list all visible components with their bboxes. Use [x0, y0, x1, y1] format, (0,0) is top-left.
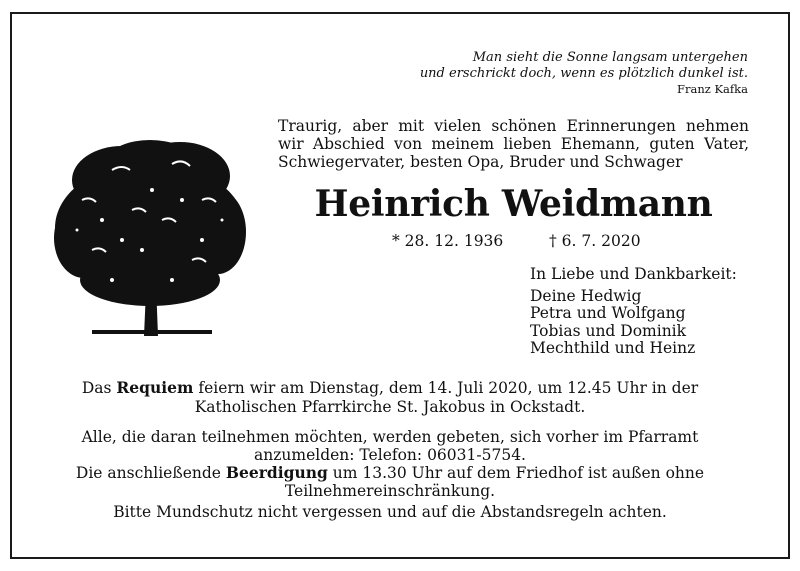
quote-block: [328, 50, 748, 96]
requiem-line: [40, 378, 740, 398]
requiem-details: feiern wir am Dienstag, dem 14. Juli 2020, um 12.45 Uhr in der: [198, 379, 699, 397]
requiem-keyword: Requiem: [116, 378, 194, 397]
mourner-name: Mechthild und Heinz: [530, 339, 696, 357]
death-date: † 6. 7. 2020: [549, 232, 641, 250]
birth-date: * 28. 12. 1936: [392, 232, 504, 250]
mourners-list: [530, 266, 770, 358]
requiem-notice: [40, 378, 740, 417]
notice-phone: anzumelden: Telefon: 06031-5754.: [254, 445, 526, 464]
intro-text: [278, 117, 749, 171]
intro-line: Traurig, aber mit vielen schönen Erinnerungen nehmen: [278, 117, 749, 135]
quote-line: und erschrickt doch, wenn es plötzlich dunkel ist.: [419, 66, 748, 81]
attendance-notice: [40, 429, 740, 522]
mourner-name: Petra und Wolfgang: [530, 304, 686, 322]
burial-keyword: Beerdigung: [225, 463, 328, 482]
quote-line: Man sieht die Sonne langsam untergehen: [472, 50, 748, 65]
mourner-name: Tobias und Dominik: [530, 321, 687, 340]
mourners-heading: In Liebe und Dankbarkeit:: [530, 265, 737, 283]
requiem-location: Katholischen Pfarrkirche St. Jakobus in Ockstadt.: [194, 398, 586, 416]
mourner-name: Deine Hedwig: [530, 286, 642, 305]
burial-details: um 13.30 Uhr auf dem Friedhof ist außen ohne: [332, 464, 705, 482]
tree-icon: [52, 140, 248, 336]
requiem-prefix: Das: [81, 379, 112, 397]
notice-line: Teilnehmereinschränkung.: [284, 481, 496, 500]
burial-line: [40, 464, 740, 483]
quote-author: Franz Kafka: [677, 82, 748, 96]
deceased-name: Heinrich Weidmann: [314, 183, 713, 225]
notice-line: Bitte Mundschutz nicht vergessen und auf die Abstandsregeln achten.: [113, 503, 667, 521]
intro-line: wir Abschied von meinem lieben Ehemann, guten Vater,: [278, 135, 749, 153]
intro-line: Schwiegervater, besten Opa, Bruder und Schwager: [278, 153, 683, 171]
notice-line: Alle, die daran teilnehmen möchten, werden gebeten, sich vorher im Pfarramt: [81, 428, 699, 446]
burial-prefix: Die anschließende: [75, 464, 221, 482]
